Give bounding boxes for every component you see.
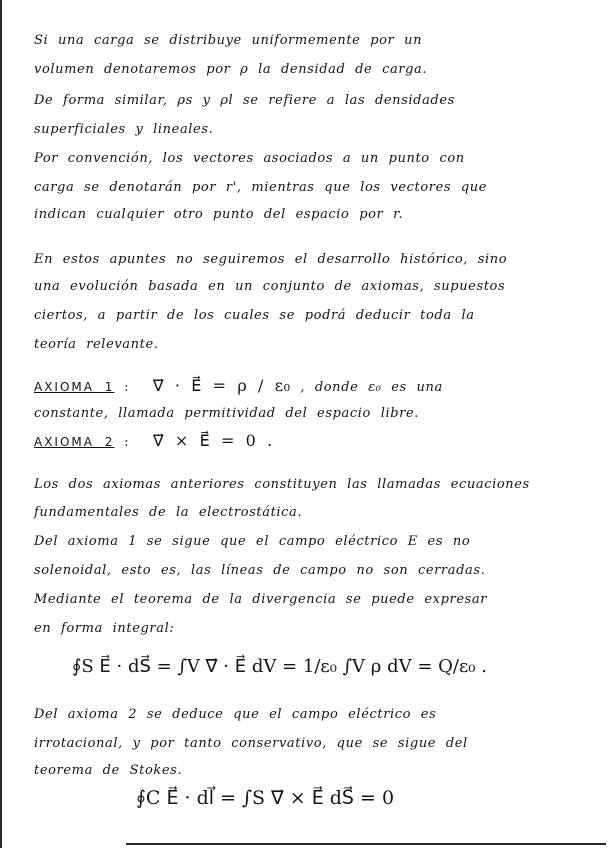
text-line-16: solenoidal, esto es, las líneas de campo no son cerradas. <box>34 563 486 578</box>
axiom-2-equation: ∇⃗ × E⃗ = 0 . <box>152 431 273 450</box>
text-line-15: Del axioma 1 se sigue que el campo eléctrico E es no <box>34 534 471 549</box>
text-line-12: constante, llamada permitividad del espacio libre. <box>34 406 419 421</box>
axiom-2-label: AXIOMA 2 <box>34 435 115 449</box>
axiom-1-label: AXIOMA 1 <box>34 380 115 394</box>
text-line-5: Por convención, los vectores asociados a un punto con <box>34 151 465 166</box>
text-line-4: superficiales y lineales. <box>34 122 214 137</box>
page-left-edge <box>0 0 2 848</box>
gauss-equation: ∮S E⃗ · dS⃗ = ∫V ∇⃗ · E⃗ dV = 1/ε₀ ∫V ρ dV = Q/ε₀ . <box>72 656 487 677</box>
axiom-1-line <box>34 378 443 394</box>
stokes-equation: ∮C E⃗ · dl⃗ = ∫S ∇⃗ × E⃗ dS⃗ = 0 <box>136 787 395 809</box>
text-line-9: una evolución basada en un conjunto de axiomas, supuestos <box>34 279 506 294</box>
axiom-1-equation: ∇⃗ · E⃗ = ρ / ε₀ <box>152 376 291 395</box>
text-line-14: fundamentales de la electrostática. <box>34 505 303 520</box>
text-line-3: De forma similar, ρs y ρl se refiere a las densidades <box>34 93 455 108</box>
text-line-18: en forma integral: <box>34 621 175 636</box>
text-line-10: ciertos, a partir de los cuales se podrá deducir toda la <box>34 308 475 323</box>
text-line-21: teorema de Stokes. <box>34 763 183 778</box>
text-line-1: Si una carga se distribuye uniformemente por un <box>34 33 423 48</box>
text-line-20: irrotacional, y por tanto conservativo, que se sigue del <box>34 736 468 751</box>
axiom-1-text: , donde ε₀ es una <box>300 380 443 395</box>
text-line-6: carga se denotarán por r', mientras que los vectores que <box>34 180 488 195</box>
text-line-2: volumen denotaremos por ρ la densidad de carga. <box>34 62 428 77</box>
axiom-2-colon: : <box>124 435 130 450</box>
text-line-13: Los dos axiomas anteriores constituyen las llamadas ecuaciones <box>34 477 530 492</box>
axiom-1-colon: : <box>124 380 130 395</box>
bottom-rule <box>126 843 606 845</box>
text-line-8: En estos apuntes no seguiremos el desarrollo histórico, sino <box>34 252 508 267</box>
text-line-7: indican cualquier otro punto del espacio por r. <box>34 207 404 222</box>
text-line-19: Del axioma 2 se deduce que el campo eléctrico es <box>34 707 437 722</box>
text-line-11: teoría relevante. <box>34 337 159 352</box>
axiom-2-line <box>34 433 273 449</box>
text-line-17: Mediante el teorema de la divergencia se puede expresar <box>34 592 488 607</box>
